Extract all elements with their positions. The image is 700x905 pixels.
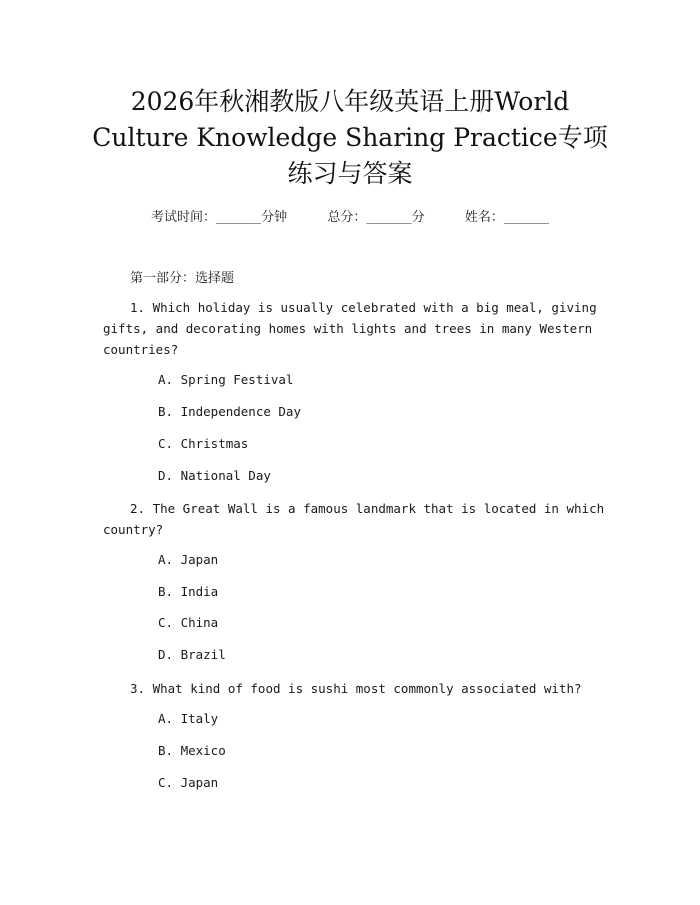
time-label: 考试时间： <box>150 210 216 225</box>
time-blank: ______ <box>215 209 262 224</box>
score-blank: ______ <box>366 209 412 224</box>
question-text-line: 2. The Great Wall is a famous landmark that is located in which <box>130 501 605 516</box>
question-1 <box>103 297 597 360</box>
option-2d: D. Brazil <box>158 647 226 662</box>
score-label: 总分： <box>327 210 367 225</box>
exam-info-row <box>0 206 700 225</box>
option-3a: A. Italy <box>158 711 219 726</box>
question-text-line: countries? <box>103 342 179 357</box>
title-line-2: Culture Knowledge Sharing Practice专项 <box>92 123 608 152</box>
question-2 <box>103 498 605 540</box>
time-unit: 分钟 <box>261 210 288 225</box>
option-2b: B. India <box>158 584 219 599</box>
option-2a: A. Japan <box>158 552 219 567</box>
option-3c: C. Japan <box>158 775 219 790</box>
option-1a: A. Spring Festival <box>158 372 294 387</box>
title-line-3: 练习与答案 <box>287 159 413 188</box>
name-label: 姓名： <box>464 210 504 225</box>
option-2c: C. China <box>158 615 219 630</box>
title-line-1: 2026年秋湘教版八年级英语上册World <box>130 87 570 116</box>
question-text-line: 1. Which holiday is usually celebrated with a big meal, giving <box>130 300 597 315</box>
option-3b: B. Mexico <box>158 743 226 758</box>
score-unit: 分 <box>411 210 425 225</box>
question-text-line: country? <box>103 522 164 537</box>
question-text-line: gifts, and decorating homes with lights and trees in many Western <box>103 321 593 336</box>
name-blank: ______ <box>503 209 550 224</box>
question-3 <box>103 678 583 699</box>
question-text-line: 3. What kind of food is sushi most commonly associated with? <box>130 681 582 696</box>
option-1b: B. Independence Day <box>158 404 301 419</box>
document-title <box>60 84 640 192</box>
option-1c: C. Christmas <box>158 436 249 451</box>
option-1d: D. National Day <box>158 468 271 483</box>
section-heading: 第一部分：选择题 <box>130 271 235 286</box>
